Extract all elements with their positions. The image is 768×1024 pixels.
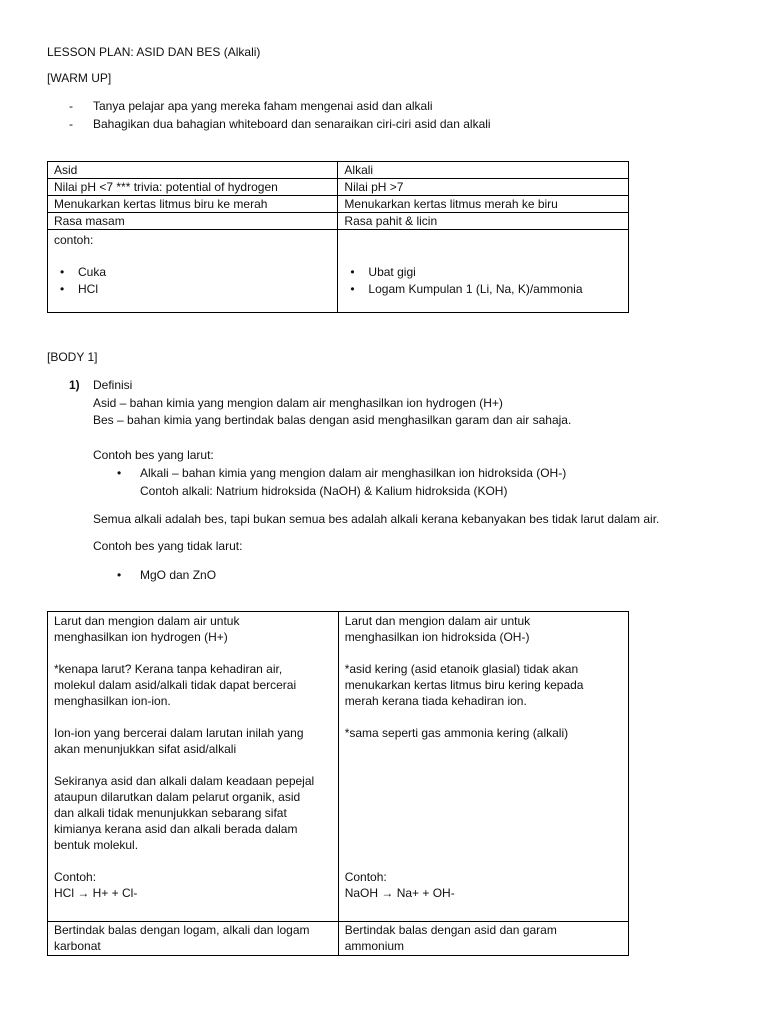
table-row [48,162,629,179]
text-line: *kenapa larut? Kerana tanpa kehadiran air, [54,662,283,676]
text-line: menghasilkan ion hidroksida (OH-) [344,630,530,644]
text-line: Sekiranya asid dan alkali dalam keadaan pepejal [54,774,315,788]
text-line: merah kerana tiada kehadiran ion. [344,694,527,708]
text-line: akan menunjukkan sifat asid/alkali [54,742,237,756]
table-cell: Menukarkan kertas litmus merah ke biru [338,196,629,213]
table-cell: Rasa masam [48,213,338,230]
text-line: menghasilkan ion-ion. [54,694,171,708]
text-line: Bertindak balas dengan logam, alkali dan logam [54,923,310,937]
text-line: molekul dalam asid/alkali tidak dapat bercerai [54,678,297,692]
text-line: *sama seperti gas ammonia kering (alkali) [344,726,569,740]
table-header-alkali: Alkali [338,162,629,179]
page-title: LESSON PLAN: ASID DAN BES (Alkali) [47,45,261,59]
text-line: Bertindak balas dengan asid dan garam [344,923,557,937]
table-cell: Nilai pH >7 [338,179,629,196]
table-row [48,230,629,313]
text-line: Larut dan mengion dalam air untuk [344,614,531,628]
table-row [48,179,629,196]
insoluble-item: MgO dan ZnO [140,568,217,582]
example-label: Contoh: [54,870,97,884]
list-item: • Cuka [54,264,331,281]
table-header-asid: Asid [48,162,338,179]
list-item: • HCl [54,281,331,298]
body1-heading: [BODY 1] [47,350,98,364]
asid-examples-cell [48,230,338,313]
text-line: bentuk molekul. [54,838,139,852]
bullet-icon: • [117,568,122,582]
equation: NaOH → Na+ + OH- [344,886,455,900]
table-row [48,213,629,230]
asid-definition: Asid – bahan kimia yang mengion dalam air menghasilkan ion hydrogen (H+) [93,396,503,410]
table-row [48,196,629,213]
warmup-heading: [WARM UP] [47,71,112,85]
table-cell: Rasa pahit & licin [338,213,629,230]
table-cell: Menukarkan kertas litmus biru ke merah [48,196,338,213]
table-row [48,922,629,956]
alkali-reaction-cell [338,922,628,956]
alkali-column-cell [338,612,628,922]
example-label: contoh: [54,233,94,247]
list-item: • Ubat gigi [344,264,622,281]
alkali-example: Contoh alkali: Natrium hidroksida (NaOH) & Kalium hidroksida (KOH) [140,484,508,498]
alkali-examples-cell [338,230,629,313]
definisi-heading: Definisi [93,378,133,392]
table-cell: Nilai pH <7 *** trivia: potential of hydrogen [48,179,338,196]
list-item: • Logam Kumpulan 1 (Li, Na, K)/ammonia [344,281,622,298]
text-line: Ion-ion yang bercerai dalam larutan inilah yang [54,726,304,740]
text-line: ammonium [344,939,405,953]
alkali-definition: Alkali – bahan kimia yang mengion dalam air menghasilkan ion hidroksida (OH-) [140,466,567,480]
equation: HCl → H+ + Cl- [54,886,138,900]
statement: Semua alkali adalah bes, tapi bukan semua bes adalah alkali kerana kebanyakan bes tidak larut dalam air. [93,512,660,526]
asid-column-cell [48,612,339,922]
properties-table [47,161,629,313]
bullet-icon: • [117,466,122,480]
warmup-list [69,97,491,133]
list-item: - Bahagikan dua bahagian whiteboard dan senaraikan ciri-ciri asid dan alkali [69,115,491,133]
insoluble-heading: Contoh bes yang tidak larut: [93,539,243,553]
bes-definition: Bes – bahan kimia yang bertindak balas dengan asid menghasilkan garam dan air sahaja. [93,413,572,427]
text-line: karbonat [54,939,101,953]
asid-reaction-cell [48,922,339,956]
ionization-table [47,611,629,956]
section-number: 1) [69,378,80,392]
text-line: menukarkan kertas litmus biru kering kepada [344,678,584,692]
text-line: kimianya kerana asid dan alkali berada dalam [54,822,298,836]
text-line: menghasilkan ion hydrogen (H+) [54,630,228,644]
text-line: ataupun dilarutkan dalam pelarut organik, asid [54,790,301,804]
text-line: *asid kering (asid etanoik glasial) tidak akan [344,662,579,676]
text-line: Larut dan mengion dalam air untuk [54,614,240,628]
list-item: - Tanya pelajar apa yang mereka faham mengenai asid dan alkali [69,97,491,115]
text-line: dan alkali tidak menunjukkan sebarang sifat [54,806,287,820]
example-label: Contoh: [344,870,387,884]
soluble-heading: Contoh bes yang larut: [93,448,214,462]
table-row [48,612,629,922]
